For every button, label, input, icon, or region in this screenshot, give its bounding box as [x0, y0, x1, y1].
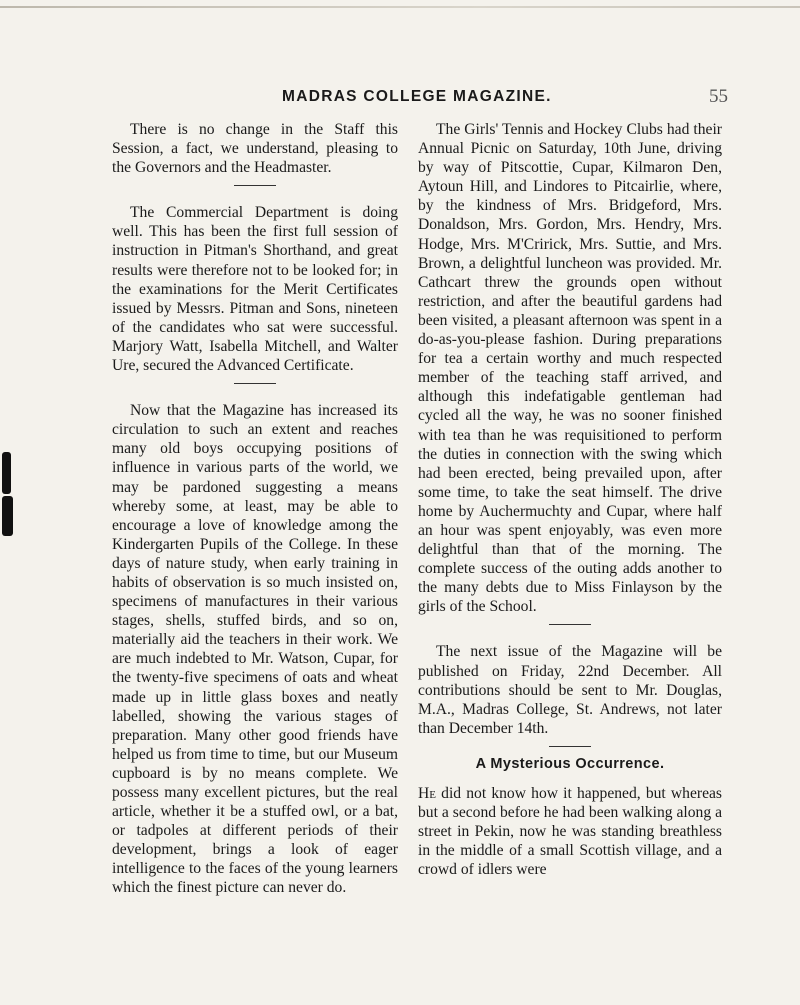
- section-divider: [234, 185, 276, 186]
- right-column: [418, 120, 722, 879]
- top-page-edge: [0, 6, 800, 8]
- commercial-department-paragraph: The Commercial Department is doing well. This has been the first full session of instruction in Pitman's Shorthand, and great results were therefore not to be looked for; in the examinations for the Merit Certificates issued by Messrs. Pitman and Sons, nineteen of the candidates who sat were successful. Marjory Watt, Isabella Mitchell, and Walter Ure, secured the Advanced Certificate.: [112, 204, 398, 375]
- magazine-title: MADRAS COLLEGE MAGAZINE.: [282, 88, 552, 105]
- binding-mark-upper: [2, 452, 11, 494]
- section-divider: [549, 746, 591, 747]
- section-divider: [549, 624, 591, 625]
- picnic-paragraph: The Girls' Tennis and Hockey Clubs had their Annual Picnic on Saturday, 10th June, driving by way of Pitscottie, Cupar, Kilmaron Den, Aytoun Hill, and Lindores to Pitcairlie, where, by the kindness of Mrs. Bridgeford, Mrs. Donaldson, Mrs. Gordon, Mrs. Hendry, Mrs. Hodge, Mrs. M'Cririck, Mrs. Suttie, and Mrs. Brown, a delightful luncheon was provided. Mr. Cathcart threw the grounds open without restriction, and after the beautiful gardens had been visited, a pleasant afternoon was spent in a do-as-you-please fashion. During preparations for tea a certain worthy and much respected member of the teaching staff arrived, and although this indefatigable gentleman had cycled all the way, he was no sooner finished with tea than he was requisitioned to perform the duties in connection with the swing which had been erected, being prevailed upon, after some time, to take the seat himself. The drive home by Auchermuchty and Cupar, where half an hour was spent enjoyably, was even more delightful than that of the morning. The complete success of the outing adds another to the many debts due to Miss Finlayson by the girls of the School.: [418, 121, 722, 616]
- section-divider: [234, 383, 276, 384]
- story-title: A Mysterious Occurrence.: [475, 755, 665, 772]
- museum-appeal-paragraph: Now that the Magazine has increased its circulation to such an extent and reaches many old boys occupying positions of influence in various parts of the world, we may be pardoned suggesting a means whereby some, at least, may be able to encourage a love of knowledge among the Kindergarten Pupils of the College. In these days of nature study, when early training in habits of observation is so much insisted on, specimens of manufactures in their various stages, shells, stuffed birds, and so on, materially aid the teachers in their work. We are much indebted to Mr. Watson, Cupar, for the twenty-five specimens of oats and wheat made up in little glass boxes and neatly labelled, showing the various stages of preparation. Many other good friends have helped us from time to time, but our Museum cupboard is by no means complete. We possess many excellent pictures, but the real article, whether it be a stuffed owl, or a bat, or tadpoles at different periods of their development, brings a look of eager intelligence to the faces of the young learners which the finest picture can never do.: [112, 402, 398, 897]
- story-lead-word: He: [418, 785, 436, 802]
- next-issue-paragraph: The next issue of the Magazine will be published on Friday, 22nd December. All contributions should be sent to Mr. Douglas, M.A., Madras College, St. Andrews, not later than December 14th.: [418, 643, 722, 737]
- running-header: [0, 88, 800, 112]
- story-text: did not know how it happened, but whereas but a second before he had been walking along a street in Pekin, now he was standing breathless in the middle of a small Scottish village, and a crowd of idlers were: [418, 785, 722, 879]
- binding-mark-lower: [2, 496, 13, 536]
- staff-paragraph: There is no change in the Staff this Session, a fact, we understand, pleasing to the Governors and the Headmaster.: [112, 121, 398, 177]
- story-opening-paragraph: [418, 784, 722, 879]
- page-number: 55: [709, 86, 728, 107]
- left-column: [112, 120, 398, 898]
